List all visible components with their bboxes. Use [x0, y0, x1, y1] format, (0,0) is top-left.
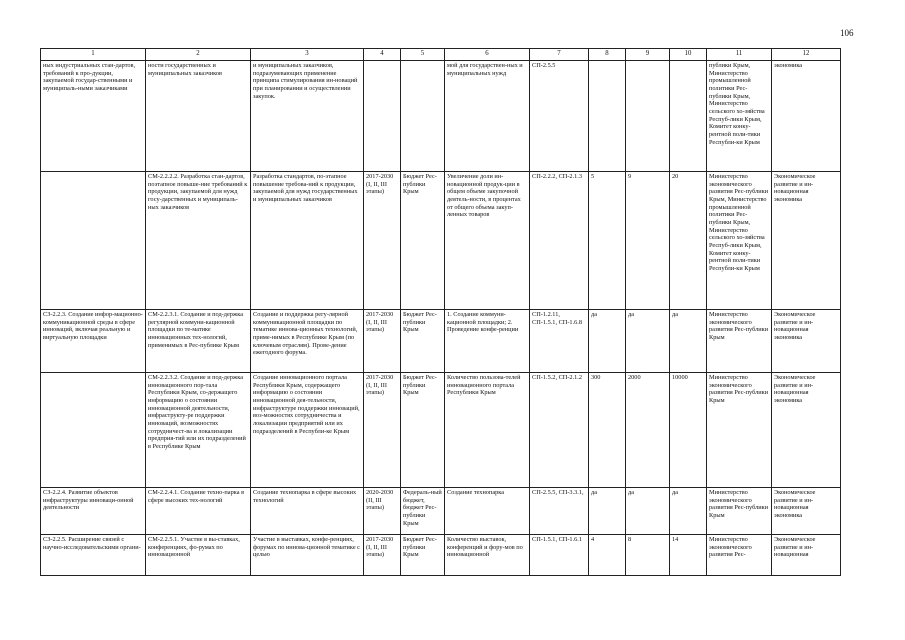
table-row	[41, 310, 841, 373]
header-row	[41, 49, 841, 61]
table-cell: 14	[670, 535, 707, 576]
header-cell: 12	[772, 49, 841, 61]
table-row	[41, 61, 841, 172]
table-cell: Федераль-ный бюджет, бюджет Рес-публики Крым	[401, 488, 445, 535]
table-cell: Экономическое развитие и ин-новационная экономика	[772, 172, 841, 310]
table-cell	[589, 61, 626, 172]
table-cell: да	[670, 488, 707, 535]
header-cell: 2	[146, 49, 251, 61]
table-cell	[670, 61, 707, 172]
table-cell: и муниципальных заказчиков, подразумевающих применение принципа стимулирования ин-новаций при планировании и осуществлении закупок.	[251, 61, 364, 172]
table-cell: Создание и поддержка регу-лярной коммуникационной площадки по тематике иннова-ционных технологий, приме-нимых в Республике Крым (по ключевым отраслям). Прове-дение ежегодного форума.	[251, 310, 364, 373]
header-cell: 7	[530, 49, 589, 61]
table-cell: СП-2.2.2, СП-2.1.3	[530, 172, 589, 310]
table-cell: 5	[589, 172, 626, 310]
table-cell	[364, 61, 401, 172]
table-cell: Министерство экономического развития Рес-публики Крым	[707, 488, 772, 535]
table-cell: Разработка стандартов, по-этапное повышение требова-ний к продукции, закупаемой для нужд государственных и муниципальных заказчиков	[251, 172, 364, 310]
table-cell: 2020-2030 (II, III этапы)	[364, 488, 401, 535]
table-cell: Количество выставок, конференций и фору-мов по инновационной	[445, 535, 530, 576]
table-cell: 2017-2030 (I, II, III этапы)	[364, 373, 401, 488]
table-cell: СЗ-2.2.4. Развитие объектов инфраструктуры инноваци-онной деятельности	[41, 488, 146, 535]
table-cell: публики Крым, Министерство промышленной политики Рес-публики Крым, Министерство сельского хо-зяйства Респуб-лики Крым, Комитет конку-рентной поли-тики Республи-ки Крым	[707, 61, 772, 172]
table-cell: Бюджет Рес-публики Крым	[401, 535, 445, 576]
table-cell	[401, 61, 445, 172]
table-cell: 9	[626, 172, 670, 310]
table-cell: СЗ-2.2.5. Расширение связей с научно-исследовательскими органи-	[41, 535, 146, 576]
table-cell: да	[626, 310, 670, 373]
table-cell: 300	[589, 373, 626, 488]
table-cell: 10000	[670, 373, 707, 488]
table-cell: Создание инновационного портала Республики Крым, содержащего информацию о состоянии инновационной дея-тельности, инфраструктуре поддержки инноваций, воз-можностях сотрудничества и локализации предприятий или их подразделений в Республи-ке Крым	[251, 373, 364, 488]
header-cell: 4	[364, 49, 401, 61]
table-cell: да	[670, 310, 707, 373]
table-cell: мой для государствен-ных и муниципальных нужд	[445, 61, 530, 172]
header-cell: 11	[707, 49, 772, 61]
header-cell: 5	[401, 49, 445, 61]
table-cell: СП-1.2.11, СП-1.5.1, СП-1.6.8	[530, 310, 589, 373]
page-number: 106	[840, 28, 854, 38]
table-row	[41, 172, 841, 310]
table-cell	[41, 172, 146, 310]
table-cell: СМ-2.2.3.2. Создание и под-держка инновационного пор-тала Республики Крым, со-держащего информацию о состоянии инновационной деятельности, инфраструкту-ре поддержки инноваций, возможностях сотрудничест-ва и локализации предприя-тий или их подразделений в Республике Крым	[146, 373, 251, 488]
table-cell: Увеличение доли ин-новационной продук-ции в общем объеме закупочной деятель-ности, в процентах от общего объема закуп-ленных товаров	[445, 172, 530, 310]
table-cell: Бюджет Рес-публики Крым	[401, 373, 445, 488]
table-row	[41, 373, 841, 488]
table-row	[41, 488, 841, 535]
table-row	[41, 535, 841, 576]
table-cell: СП-1.5.1, СП-1.6.1	[530, 535, 589, 576]
header-cell: 10	[670, 49, 707, 61]
table-cell: ности государственных и муниципальных заказчиков	[146, 61, 251, 172]
table-cell: СМ-2.2.2.2. Разработка стан-дартов, поэтапное повыше-ние требований к продукции, закупаемой для нужд госу-дарственных и муниципаль-ных заказчиков	[146, 172, 251, 310]
table-cell: СП-1.5.2, СП-2.1.2	[530, 373, 589, 488]
table-cell: Министерство экономического развития Рес-публики Крым	[707, 310, 772, 373]
table-cell: да	[589, 488, 626, 535]
table-cell: Экономическое развитие и ин-новационная экономика	[772, 310, 841, 373]
table-cell: Количество пользова-телей инновационного портала Республики Крым	[445, 373, 530, 488]
header-cell: 9	[626, 49, 670, 61]
table-cell: да	[626, 488, 670, 535]
table-cell	[626, 61, 670, 172]
table-cell: 2017-2030 (I, II, III этапы)	[364, 172, 401, 310]
table-cell: ных индустриальных стан-дартов, требований к про-дукции, закупаемой государ-ственными и муниципаль-ными заказчиками	[41, 61, 146, 172]
table-cell: экономика	[772, 61, 841, 172]
table-cell: Создание технопарка в сфере высоких технологий	[251, 488, 364, 535]
table-cell: да	[589, 310, 626, 373]
header-cell: 6	[445, 49, 530, 61]
table-cell: Министерство экономического развития Рес-публики Крым	[707, 373, 772, 488]
table-cell: Создание технопарка	[445, 488, 530, 535]
table-cell: СП-2.5.5	[530, 61, 589, 172]
table-cell: СМ-2.2.4.1. Создание техно-парка в сфере высоких тех-нологий	[146, 488, 251, 535]
table-cell: Бюджет Рес-публики Крым	[401, 310, 445, 373]
table-cell	[41, 373, 146, 488]
table-cell: Участие в выставках, конфе-ренциях, форумах по иннова-ционной тематике с целью	[251, 535, 364, 576]
table-cell: 8	[626, 535, 670, 576]
table-cell: 2017-2030 (I, II, III этапы)	[364, 535, 401, 576]
table-cell: 4	[589, 535, 626, 576]
document-table	[40, 48, 841, 576]
table-cell: Экономическое развитие и ин-новационная	[772, 535, 841, 576]
table-cell: Экономическое развитие и ин-новационная экономика	[772, 373, 841, 488]
table-cell: Министерство экономического развития Рес-публики Крым, Министерство промышленной политики Рес-публики Крым, Министерство сельского хо-зяйства Респуб-лики Крым, Комитет конку-рентной поли-тики Республи-ки Крым	[707, 172, 772, 310]
table-cell: Бюджет Рес-публики Крым	[401, 172, 445, 310]
table-cell: СМ-2.2.5.1. Участие в вы-ставках, конференциях, фо-румах по инновационной	[146, 535, 251, 576]
table-cell: 1. Создание коммуни-кационной площадки; 2. Проведение конфе-ренции	[445, 310, 530, 373]
table-cell: 20	[670, 172, 707, 310]
table-cell: Министерство экономического развития Рес-	[707, 535, 772, 576]
table-cell: СМ-2.2.3.1. Создание и под-держка регулярной коммуни-кационной площадки по те-матике инновационных тех-нологий, применимых в Рес-публике Крым	[146, 310, 251, 373]
table-cell: 2000	[626, 373, 670, 488]
table-cell: Экономическое развитие и ин-новационная экономика	[772, 488, 841, 535]
table-cell: СП-2.5.5, СП-3.3.1,	[530, 488, 589, 535]
table-cell: 2017-2030 (I, II, III этапы)	[364, 310, 401, 373]
header-cell: 1	[41, 49, 146, 61]
header-cell: 3	[251, 49, 364, 61]
header-cell: 8	[589, 49, 626, 61]
table-cell: СЗ-2.2.3. Создание инфор-мационно-коммуникационной среды в сфере инноваций, включая реальную и виртуальную площадки	[41, 310, 146, 373]
